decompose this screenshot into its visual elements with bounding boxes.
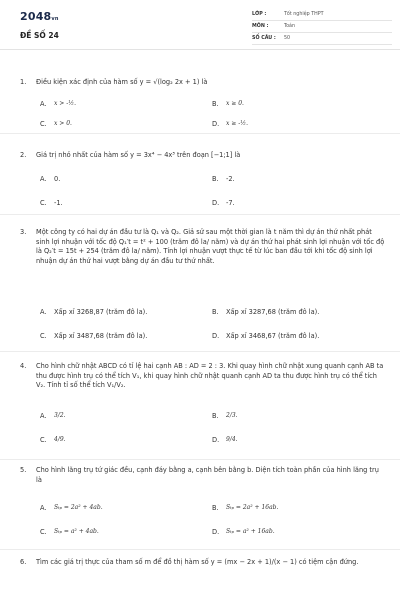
option-letter: A. [40, 100, 47, 108]
option-text: Sₜₚ = 2a² + 16ab. [226, 504, 279, 511]
option-b[interactable] [212, 175, 235, 185]
option-text: 0. [54, 175, 61, 183]
option-c[interactable] [40, 528, 99, 538]
question-number: 3. [20, 228, 27, 236]
option-text: -1. [54, 199, 63, 207]
site-logo[interactable] [20, 9, 59, 25]
option-b[interactable] [212, 504, 278, 514]
option-text: -7. [226, 199, 235, 207]
option-a[interactable] [40, 308, 147, 318]
option-letter: C. [40, 528, 47, 536]
meta-row-count [252, 34, 392, 45]
option-letter: D. [212, 528, 220, 536]
option-c[interactable] [40, 436, 66, 446]
option-a[interactable] [40, 504, 103, 514]
question-5 [0, 466, 400, 550]
option-text: 4/9. [54, 436, 66, 443]
question-number: 2. [20, 151, 27, 159]
option-text: x > 0. [54, 120, 72, 127]
question-1 [0, 78, 400, 134]
option-text: x ≥ -½. [226, 120, 248, 127]
option-d[interactable] [212, 528, 275, 538]
option-text: Xấp xỉ 3487,68 (trăm đô la). [54, 332, 148, 340]
option-b[interactable] [212, 412, 238, 422]
meta-row-class [252, 10, 392, 21]
option-text: x ≥ 0. [226, 100, 244, 107]
option-letter: B. [212, 412, 219, 420]
option-text: Xấp xỉ 3268,87 (trăm đô la). [54, 308, 148, 316]
question-text: Giá trị nhỏ nhất của hàm số y = 3x⁴ − 4x³ trên đoạn [−1;1] là [36, 151, 241, 159]
option-a[interactable] [40, 175, 60, 185]
option-letter: D. [212, 199, 220, 207]
option-text: x > -½. [54, 100, 76, 107]
option-letter: D. [212, 436, 220, 444]
option-a[interactable] [40, 100, 76, 110]
option-letter: C. [40, 199, 47, 207]
exam-code: ĐỀ SỐ 24 [20, 31, 59, 40]
question-text: Điều kiện xác định của hàm số y = √(log₂ 2x + 1) là [36, 78, 208, 86]
question-4 [0, 362, 400, 460]
option-letter: B. [212, 100, 219, 108]
option-text: Xấp xỉ 3468,67 (trăm đô la). [226, 332, 320, 340]
option-c[interactable] [40, 199, 63, 209]
option-d[interactable] [212, 436, 238, 446]
option-letter: B. [212, 504, 219, 512]
question-text: Cho hình lăng trụ tứ giác đều, cạnh đáy bằng a, cạnh bên bằng b. Diện tích toàn phần của hình lăng trụ là [36, 466, 379, 484]
meta-key: MÔN : [252, 23, 269, 29]
option-d[interactable] [212, 332, 319, 342]
option-text: 3/2. [54, 412, 66, 419]
option-text: Sₜₚ = a² + 16ab. [226, 528, 275, 535]
question-number: 5. [20, 466, 27, 474]
exam-meta [252, 10, 392, 46]
option-letter: D. [212, 120, 220, 128]
question-text: Tìm các giá trị thực của tham số m để đồ thị hàm số y = (mx − 2x + 1)/(x − 1) có tiệm cận đứng. [36, 558, 359, 566]
option-a[interactable] [40, 412, 66, 422]
question-3 [0, 228, 400, 352]
question-6 [0, 558, 400, 600]
option-d[interactable] [212, 120, 248, 130]
option-letter: A. [40, 504, 47, 512]
option-text: Xấp xỉ 3287,68 (trăm đô la). [226, 308, 320, 316]
option-text: Sₜₚ = 2a² + 4ab. [54, 504, 103, 511]
option-c[interactable] [40, 332, 147, 342]
option-letter: C. [40, 436, 47, 444]
option-letter: C. [40, 120, 47, 128]
option-letter: D. [212, 332, 220, 340]
option-b[interactable] [212, 308, 319, 318]
meta-row-subject [252, 22, 392, 33]
question-2 [0, 151, 400, 215]
option-letter: A. [40, 412, 47, 420]
option-text: 9/4. [226, 436, 238, 443]
question-number: 4. [20, 362, 27, 370]
meta-value: 50 [284, 35, 291, 41]
meta-key: SỐ CÂU : [252, 35, 276, 41]
option-letter: A. [40, 308, 47, 316]
option-text: Sₜₚ = a² + 4ab. [54, 528, 99, 535]
logo-text: 2048 [20, 10, 52, 23]
option-c[interactable] [40, 120, 72, 130]
meta-value: Tốt nghiệp THPT [284, 11, 324, 17]
option-d[interactable] [212, 199, 235, 209]
question-number: 1. [20, 78, 27, 86]
meta-value: Toán [284, 23, 296, 29]
option-letter: B. [212, 308, 219, 316]
question-number: 6. [20, 558, 27, 566]
option-b[interactable] [212, 100, 244, 110]
option-text: -2. [226, 175, 235, 183]
option-letter: C. [40, 332, 47, 340]
exam-header [0, 0, 400, 50]
option-letter: A. [40, 175, 47, 183]
question-text: Cho hình chữ nhật ABCD có tỉ lệ hai cạnh AB : AD = 2 : 3. Khi quay hình chữ nhật xung quanh cạnh AB ta thu được hình trụ có thể tích V₁, khi quay hình chữ nhật quanh cạnh AD ta thu được hình trụ có thể tích V₂. Tính tỉ số thể tích V₁/V₂. [36, 362, 384, 390]
logo-suffix: vn [51, 16, 59, 22]
question-text: Một công ty có hai dự án đầu tư là Q₁ và Q₂. Giả sử sau một thời gian là t năm thì dự án thứ nhất phát sinh lợi nhuận với tốc độ Q₁′t = t² + 100 (trăm đô la/ năm) và dự án thứ hai phát sinh lợi nhuận với tốc độ là Q₂′t = 15t + 254 (trăm đô la/ năm). Tính lợi nhuận vượt thực tế từ lúc ban đầu tới khi tốc độ sinh lợi nhuận dự án thứ hai vượt bằng dự án đầu tư thứ nhất. [36, 228, 385, 265]
option-text: 2/3. [226, 412, 238, 419]
option-letter: B. [212, 175, 219, 183]
meta-key: LỚP : [252, 11, 267, 17]
